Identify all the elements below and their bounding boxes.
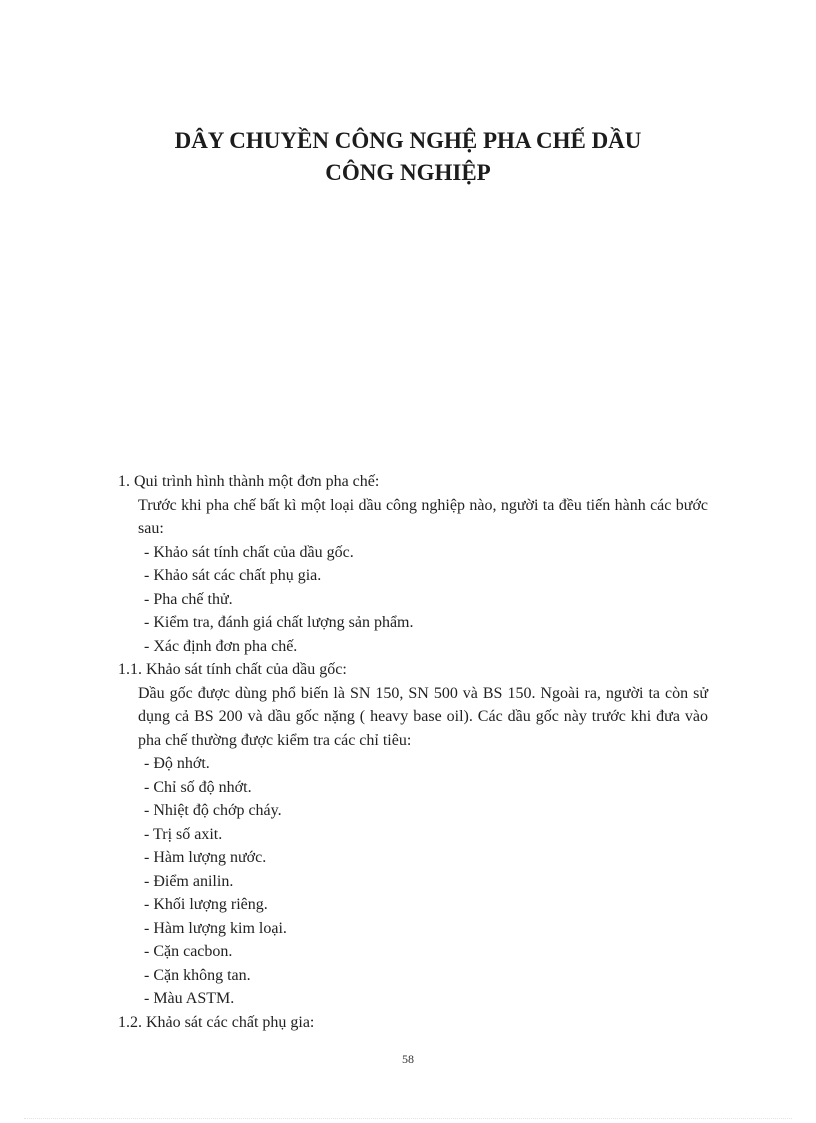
list-item: - Pha chế thử. bbox=[144, 590, 233, 608]
list-item: - Khảo sát tính chất của dầu gốc. bbox=[144, 543, 354, 561]
list-item: - Trị số axit. bbox=[144, 825, 223, 843]
list-item: - Màu ASTM. bbox=[144, 990, 235, 1007]
list-item: - Chỉ số độ nhớt. bbox=[144, 778, 252, 796]
list-item: - Xác định đơn pha chế. bbox=[144, 637, 298, 655]
section-1-2-heading: 1.2. Khảo sát các chất phụ gia: bbox=[118, 1013, 315, 1031]
list-item: - Hàm lượng kim loại. bbox=[144, 919, 287, 937]
document-body bbox=[118, 470, 708, 1034]
document-title-line-1: DÂY CHUYỀN CÔNG NGHỆ PHA CHẾ DẦU bbox=[174, 128, 642, 153]
section-1-1-paragraph: Dầu gốc được dùng phổ biến là SN 150, SN 500 và BS 150. Ngoài ra, người ta còn sử dụng cả BS 200 và dầu gốc nặng ( heavy base oil). Các dầu gốc này trước khi đưa vào pha chế thường được kiểm tra các chỉ tiêu: bbox=[138, 684, 708, 749]
list-item: - Độ nhớt. bbox=[144, 755, 210, 772]
section-1-1-criteria-list bbox=[118, 752, 708, 1011]
list-item: - Khảo sát các chất phụ gia. bbox=[144, 567, 322, 584]
page-number: 58 bbox=[402, 1052, 414, 1066]
section-1-steps-list bbox=[118, 541, 708, 659]
list-item: - Cặn không tan. bbox=[144, 966, 251, 984]
section-1-1-heading: 1.1. Khảo sát tính chất của dầu gốc: bbox=[118, 661, 347, 678]
list-item: - Hàm lượng nước. bbox=[144, 849, 267, 866]
section-1-heading: 1. Qui trình hình thành một đơn pha chế: bbox=[118, 473, 380, 490]
list-item: - Điểm anilin. bbox=[144, 872, 234, 890]
list-item: - Khối lượng riêng. bbox=[144, 896, 268, 913]
list-item: - Kiểm tra, đánh giá chất lượng sản phẩm. bbox=[144, 614, 414, 631]
list-item: - Nhiệt độ chớp cháy. bbox=[144, 802, 282, 819]
document-title-line-2: CÔNG NGHIỆP bbox=[325, 160, 491, 185]
footer-divider bbox=[24, 1118, 792, 1119]
list-item: - Cặn cacbon. bbox=[144, 943, 233, 960]
section-1-intro: Trước khi pha chế bất kì một loại dầu công nghiệp nào, người ta đều tiến hành các bước sau: bbox=[138, 496, 708, 537]
